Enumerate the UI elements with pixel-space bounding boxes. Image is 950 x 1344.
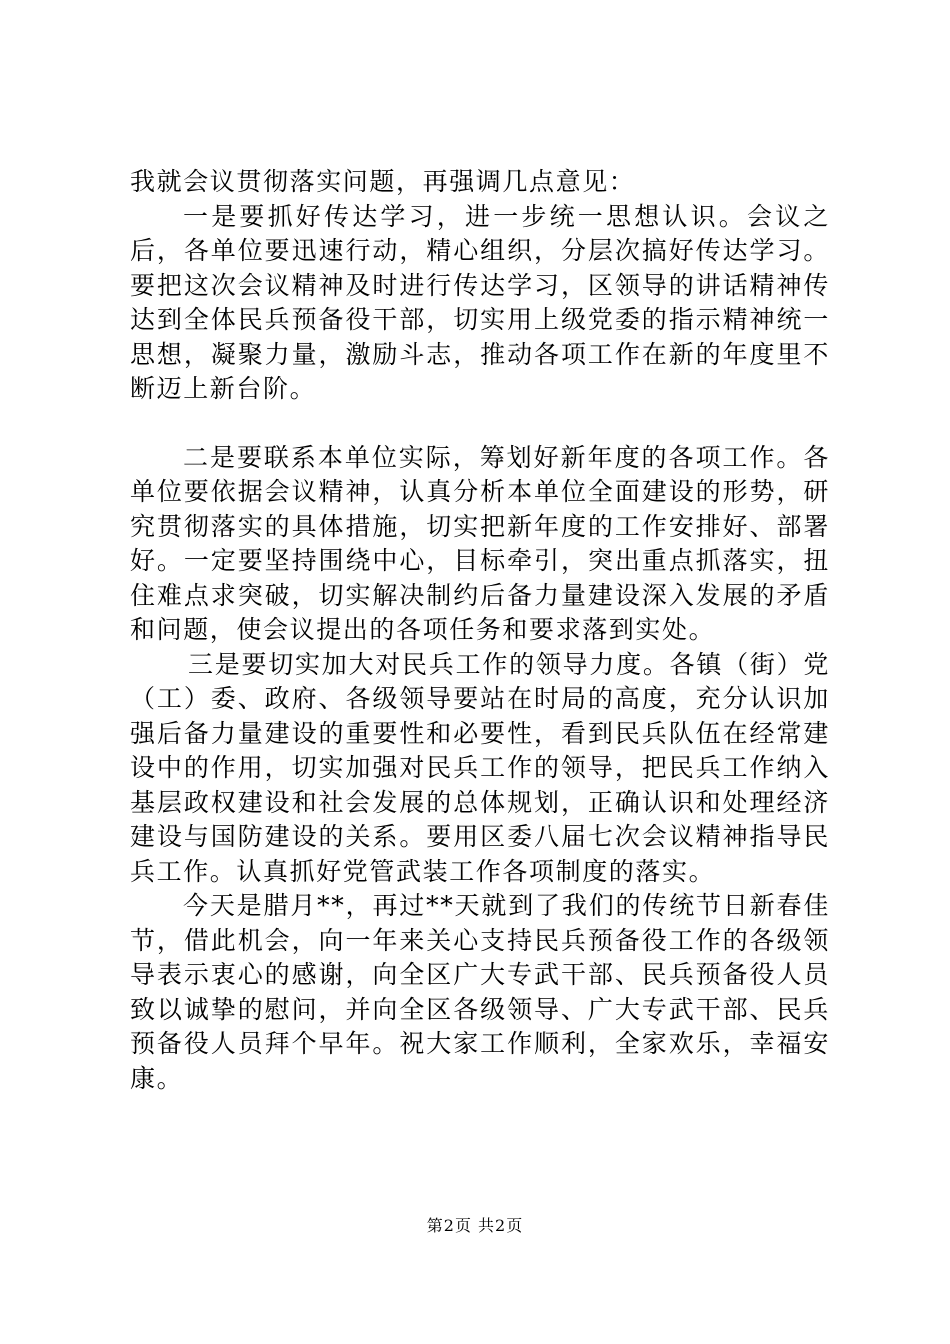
paragraph-closing: 今天是腊月**，再过**天就到了我们的传统节日新春佳节，借此机会，向一年来关心支持民兵预备役工作的各级领导表示衷心的感谢，向全区广大专武干部、民兵预备役人员致以诚挚的慰问，并向全区各级领导、广大专武干部、民兵预备役人员拜个早年。祝大家工作顺利，全家欢乐，幸福安康。	[130, 891, 830, 1093]
paragraph-point-one: 一是要抓好传达学习，进一步统一思想认识。会议之后，各单位要迅速行动，精心组织，分层次搞好传达学习。要把这次会议精神及时进行传达学习，区领导的讲话精神传达到全体民兵预备役干部，切实用上级党委的指示精神统一思想，凝聚力量，激励斗志，推动各项工作在新的年度里不断迈上新台阶。	[130, 201, 830, 403]
paragraph-point-three: 三是要切实加大对民兵工作的领导力度。各镇（街）党（工）委、政府、各级领导要站在时局的高度，充分认识加强后备力量建设的重要性和必要性，看到民兵队伍在经常建设中的作用，切实加强对民兵工作的领导，把民兵工作纳入基层政权建设和社会发展的总体规划，正确认识和处理经济建设与国防建设的关系。要用区委八届七次会议精神指导民兵工作。认真抓好党管武装工作各项制度的落实。	[130, 649, 830, 886]
page-footer: 第2页 共2页	[426, 1216, 524, 1235]
paragraph-point-two: 二是要联系本单位实际，筹划好新年度的各项工作。各单位要依据会议精神，认真分析本单位全面建设的形势，研究贯彻落实的具体措施，切实把新年度的工作安排好、部署好。一定要坚持围绕中心，目标牵引，突出重点抓落实，扭住难点求突破，切实解决制约后备力量建设深入发展的矛盾和问题，使会议提出的各项任务和要求落到实处。	[130, 442, 830, 644]
paragraph-intro: 我就会议贯彻落实问题，再强调几点意见：	[130, 167, 636, 196]
document-body	[130, 165, 830, 1096]
